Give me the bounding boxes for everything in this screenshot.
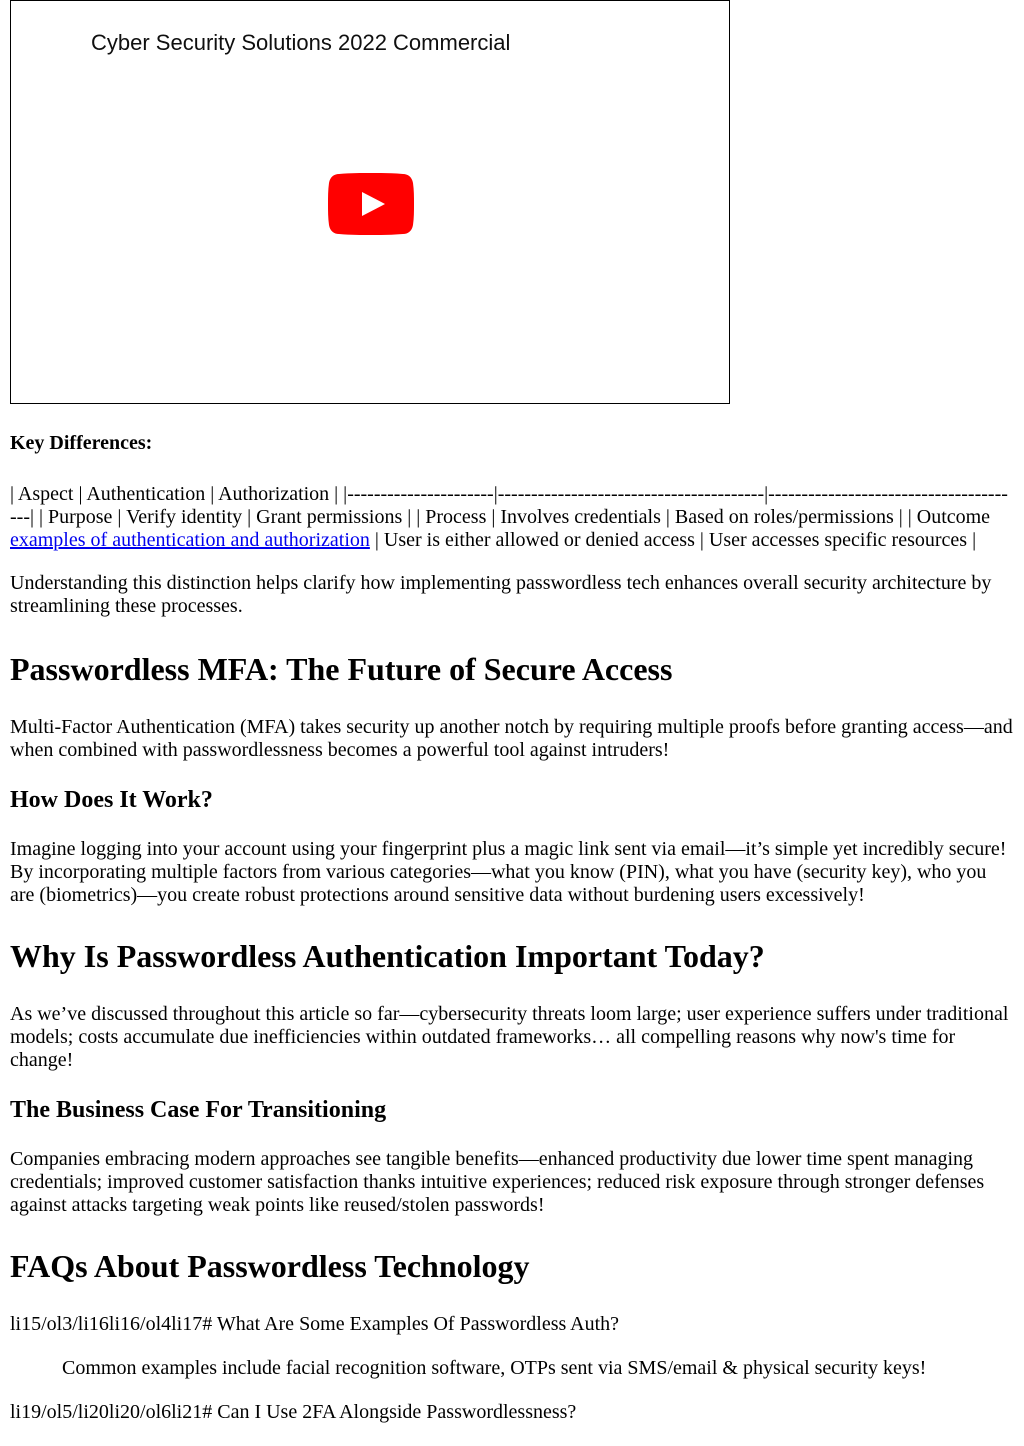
- mfa-paragraph: Multi-Factor Authentication (MFA) takes security up another notch by requiring multiple proofs before granting access—and when combined with passwordlessness becomes a powerful tool against intruders!: [10, 716, 1013, 761]
- heading-how-does-it-work: How Does It Work?: [10, 787, 213, 813]
- how-paragraph: Imagine logging into your account using your fingerprint plus a magic link sent via email—it’s simple yet incredibly secure! By incorporating multiple factors from various categories—what you know (PIN), what you have (security key), who you are (biometrics)—you create robust protections around sensitive data without burdening users excessively!: [10, 838, 1007, 906]
- auth-examples-link[interactable]: examples of authentication and authorization: [10, 529, 370, 551]
- faq-question: li19/ol5/li20li20/ol6li21# Can I Use 2FA Alongside Passwordlessness?: [10, 1401, 577, 1423]
- distinction-paragraph: Understanding this distinction helps clarify how implementing passwordless tech enhances overall security architecture by streamlining these processes.: [10, 572, 992, 617]
- table-text-before-link: | Aspect | Authentication | Authorization | |----------------------|----------------------------------------|---------------------------------------| | Purpose | Verify identity | Grant permissions | | Process | Involves credentials | Based on roles/permissions | | Outcome: [10, 483, 1008, 528]
- video-embed[interactable]: [10, 0, 730, 404]
- heading-business-case: The Business Case For Transitioning: [10, 1097, 387, 1123]
- heading-passwordless-mfa: Passwordless MFA: The Future of Secure Access: [10, 651, 673, 687]
- article: [10, 0, 1014, 1424]
- why-paragraph: As we’ve discussed throughout this article so far—cybersecurity threats loom large; user experience suffers under traditional models; costs accumulate due inefficiencies within outdated frameworks… all compelling reasons why now's time for change!: [10, 1003, 1009, 1071]
- heading-why-important: Why Is Passwordless Authentication Important Today?: [10, 938, 765, 974]
- video-title[interactable]: Cyber Security Solutions 2022 Commercial: [91, 30, 511, 55]
- comparison-table-text: [10, 483, 1014, 552]
- faq-question: li15/ol3/li16li16/ol4li17# What Are Some Examples Of Passwordless Auth?: [10, 1313, 620, 1335]
- youtube-play-icon: [327, 173, 415, 235]
- video-play-button[interactable]: [327, 173, 415, 235]
- table-text-after-link: | User is either allowed or denied access | User accesses specific resources |: [369, 529, 977, 551]
- faq-answer: Common examples include facial recognition software, OTPs sent via SMS/email & physical security keys!: [62, 1357, 927, 1379]
- heading-faqs: FAQs About Passwordless Technology: [10, 1248, 530, 1284]
- business-paragraph: Companies embracing modern approaches see tangible benefits—enhanced productivity due lower time spent managing credentials; improved customer satisfaction thanks intuitive experiences; reduced risk exposure through stronger defenses against attacks targeting weak points like reused/stolen passwords!: [10, 1148, 985, 1216]
- key-differences-label: Key Differences:: [10, 432, 153, 454]
